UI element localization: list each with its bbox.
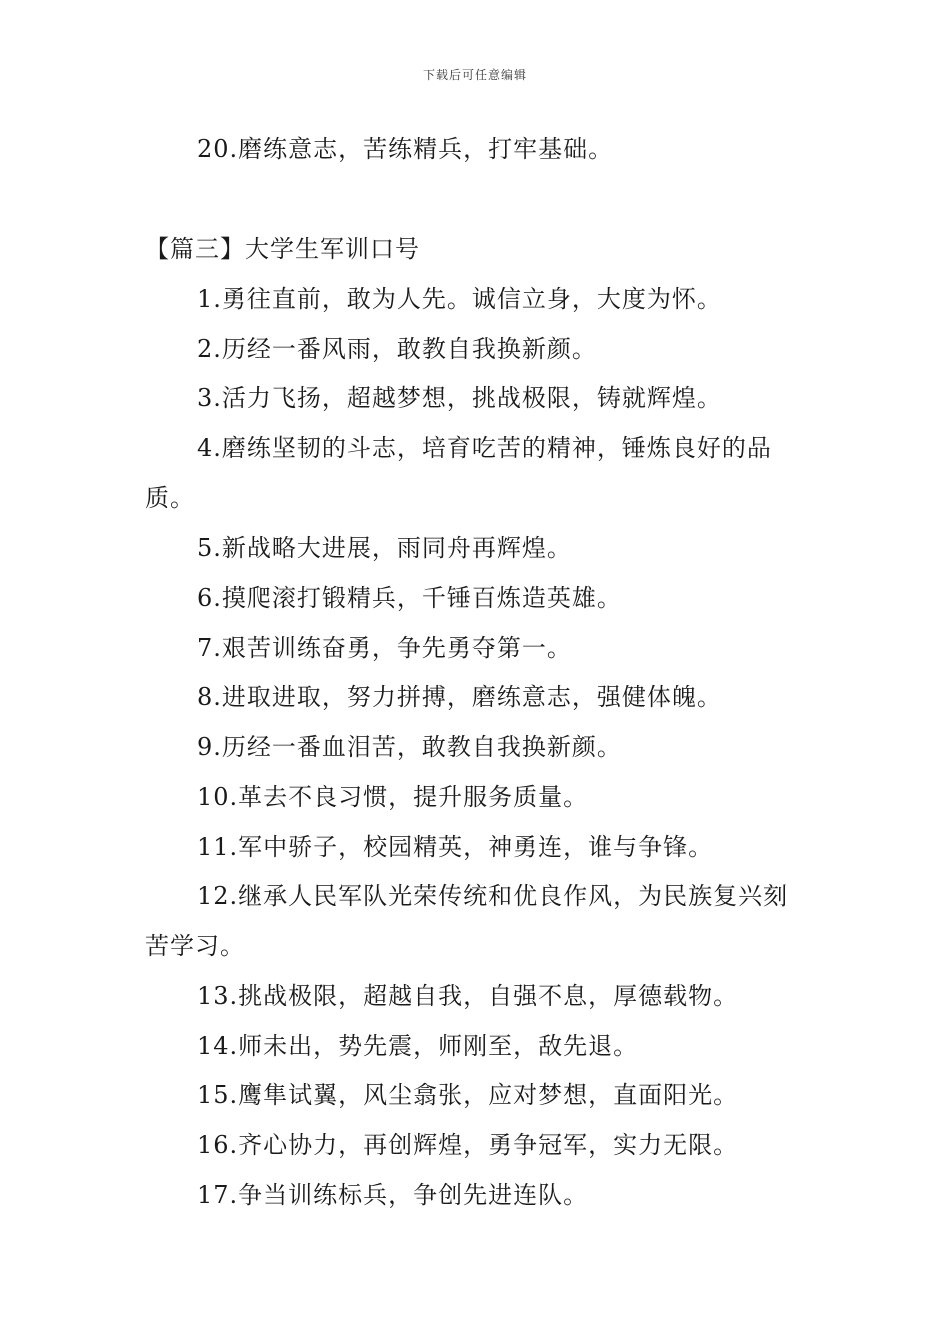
slogan-item: 16.齐心协力，再创辉煌，勇争冠军，实力无限。 <box>197 1131 739 1159</box>
slogan-item: 10.革去不良习惯，提升服务质量。 <box>197 783 589 811</box>
slogan-item-continuation: 质。 <box>145 484 195 512</box>
page-header-note: 下载后可任意编辑 <box>422 68 527 82</box>
slogan-item: 11.军中骄子，校园精英，神勇连，谁与争锋。 <box>197 833 714 861</box>
slogan-item: 13.挑战极限，超越自我，自强不息，厚德载物。 <box>197 982 739 1010</box>
slogan-item: 7.艰苦训练奋勇，争先勇夺第一。 <box>197 634 572 662</box>
slogan-item: 20.磨练意志，苦练精兵，打牢基础。 <box>197 135 614 163</box>
slogan-item-continuation: 苦学习。 <box>145 932 245 960</box>
slogan-item: 5.新战略大进展，雨同舟再辉煌。 <box>197 534 572 562</box>
slogan-item: 2.历经一番风雨，敢教自我换新颜。 <box>197 335 597 363</box>
slogan-item: 15.鹰隼试翼，风尘翕张，应对梦想，直面阳光。 <box>197 1081 739 1109</box>
slogan-item: 8.进取进取，努力拼搏，磨练意志，强健体魄。 <box>197 683 722 711</box>
slogan-item: 6.摸爬滚打锻精兵，千锤百炼造英雄。 <box>197 584 622 612</box>
slogan-item: 17.争当训练标兵，争创先进连队。 <box>197 1181 589 1209</box>
slogan-item: 3.活力飞扬，超越梦想，挑战极限，铸就辉煌。 <box>197 384 722 412</box>
slogan-item: 12.继承人民军队光荣传统和优良作风，为民族复兴刻 <box>197 882 789 910</box>
slogan-item: 14.师未出，势先震，师刚至，敌先退。 <box>197 1032 639 1060</box>
slogan-item: 9.历经一番血泪苦，敢教自我换新颜。 <box>197 733 622 761</box>
slogan-item: 1.勇往直前，敢为人先。诚信立身，大度为怀。 <box>197 285 722 313</box>
section-title: 【篇三】大学生军训口号 <box>145 235 420 263</box>
slogan-item: 4.磨练坚韧的斗志，培育吃苦的精神，锤炼良好的品 <box>197 434 772 462</box>
